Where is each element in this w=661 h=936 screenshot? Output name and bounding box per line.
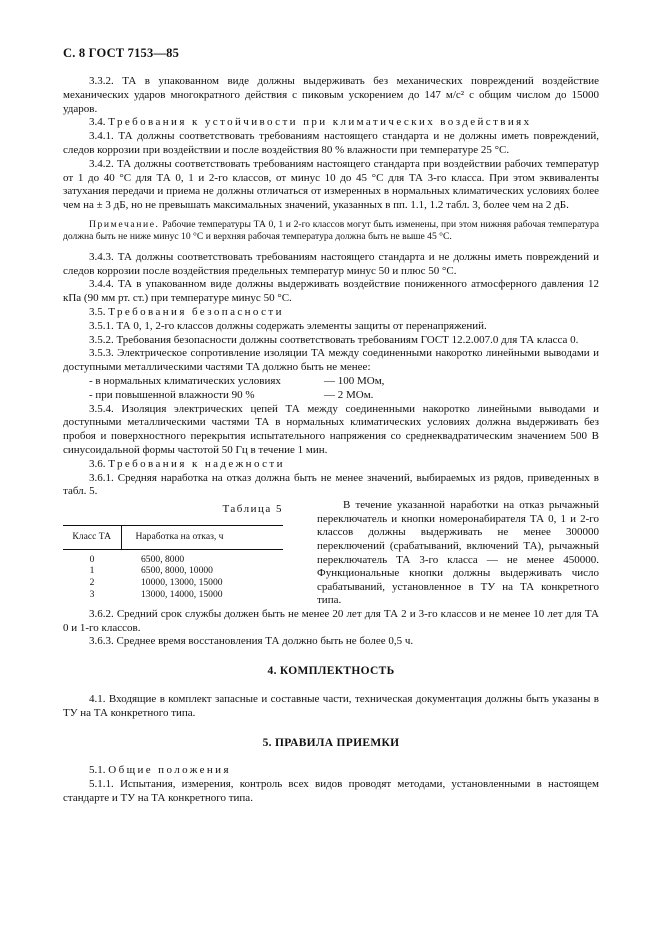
note-label: Примечание. xyxy=(89,218,160,230)
note xyxy=(63,219,599,244)
table-caption: Таблица 5 xyxy=(222,503,283,516)
paragraph-3-6-3: 3.6.3. Среднее время восстановления ТА должно быть не более 0,5 ч. xyxy=(89,635,414,648)
paragraph-3-5-4: 3.5.4. Изоляция электрических цепей ТА между соединенными накоротко линейными выводами и доступными металлическими частями ТА в нормальных климатических условиях должна выдерживать без пробоя и поверхностного перекрытия испытательного напряжения со среднеквадратическим значением 500 В синусоидальной формы частотой 50 Гц в течение 1 мин. xyxy=(63,402,599,456)
heading-3-4-text: Требования к устойчивости при климатических воздействиях xyxy=(108,116,532,129)
list-item xyxy=(89,375,599,389)
table-row xyxy=(63,577,283,589)
section-4-title: 4. КОМПЛЕКТНОСТЬ xyxy=(267,665,395,678)
section-5-title: 5. ПРАВИЛА ПРИЕМКИ xyxy=(262,736,400,749)
table-row xyxy=(63,549,283,565)
table-cell: 6500, 8000 xyxy=(141,553,185,565)
table-header: Наработка на отказ, ч xyxy=(121,525,283,549)
insulation-list xyxy=(63,375,599,403)
reliability-table xyxy=(63,525,283,600)
heading-3-5 xyxy=(63,306,599,320)
table-cell: 6500, 8000, 10000 xyxy=(141,565,213,577)
paragraph-3-6-1: 3.6.1. Средняя наработка на отказ должна быть не менее значений, выбираемых из рядов, приведенных в табл. 5. xyxy=(63,471,599,498)
table-5 xyxy=(63,503,283,600)
heading-3-5-text: Требования безопасности xyxy=(108,305,284,318)
heading-3-5-number: 3.5. xyxy=(89,305,106,318)
document-body xyxy=(63,75,599,806)
table-cell: 10000, 13000, 15000 xyxy=(141,576,223,588)
list-item-label: - при повышенной влажности 90 % xyxy=(89,388,255,401)
paragraph-3-5-2: 3.5.2. Требования безопасности должны соответствовать требованиям ГОСТ 12.2.007.0 для ТА класса 0. xyxy=(89,333,579,346)
table-and-text xyxy=(63,499,599,635)
table-header: Класс ТА xyxy=(63,525,121,549)
paragraph-3-4-3: 3.4.3. ТА должны соответствовать требованиям настоящего стандарта и не должны иметь повреждений и следов коррозии после воздействия предельных температур минус 50 и плюс 50 °С. xyxy=(63,250,599,277)
paragraph-3-3-2: 3.3.2. ТА в упакованном виде должны выдерживать без механических повреждений воздействие механических ударов многократного действия с пиковым ускорением до 147 м/с² с общим числом до 15000 ударов. xyxy=(63,75,599,115)
table-row xyxy=(63,589,283,601)
paragraph-3-6-2: 3.6.2. Средний срок службы должен быть не менее 20 лет для ТА 2 и 3-го классов и не менее 10 лет для ТА 0 и 1-го классов. xyxy=(63,607,599,634)
paragraph-3-4-4: 3.4.4. ТА в упакованном виде должны выдерживать воздействие пониженного атмосферного давления 12 кПа (90 мм рт. ст.) при температуре минус 50 °С. xyxy=(63,278,599,305)
heading-3-6-text: Требования к надежности xyxy=(108,457,285,470)
heading-5-1-text: Общие положения xyxy=(108,764,231,777)
heading-3-6 xyxy=(63,458,599,472)
table-cell: 2 xyxy=(89,576,95,588)
note-text: Рабочие температуры ТА 0, 1 и 2-го классов могут быть изменены, при этом нижняя рабочая температура должна быть не ниже минус 10 °С и верхняя рабочая температура должна быть не выше 45 °С. xyxy=(63,218,599,243)
list-item xyxy=(89,389,599,403)
heading-3-4-number: 3.4. xyxy=(89,116,106,129)
paragraph-3-4-2: 3.4.2. ТА должны соответствовать требованиям настоящего стандарта при воздействии рабочих температур от 1 до 40 °С для ТА 0, 1 и 2-го классов, от минус 10 до 45 °С для ТА 3-го класса. При этом эквиваленты затухания передачи и приема не должны отличаться от измеренных в нормальных климатических условиях более чем на ± 3 дБ, но не превышать максимальных значений, указанных в пп. 1.1, 1.2 табл. 3, более чем на 2 дБ. xyxy=(63,157,599,212)
paragraph-3-5-1: 3.5.1. ТА 0, 1, 2-го классов должны содержать элементы защиты от перенапряжений. xyxy=(89,319,487,332)
heading-5-1 xyxy=(63,764,599,778)
heading-3-4 xyxy=(63,116,599,130)
paragraph-4-1: 4.1. Входящие в комплект запасные и составные части, техническая документация должны быть указаны в ТУ на ТА конкретного типа. xyxy=(63,693,599,719)
list-item-value: — 100 МОм, xyxy=(324,374,385,387)
paragraph-3-4-1: 3.4.1. ТА должны соответствовать требованиям настоящего стандарта и не должны иметь повреждений, следов коррозии при воздействии и после воздействия 80 % влажности при температуре 25 °С. xyxy=(63,130,599,156)
heading-3-6-number: 3.6. xyxy=(89,457,106,470)
paragraph-5-1-1: 5.1.1. Испытания, измерения, контроль всех видов проводят методами, установленными в настоящем стандарте и ТУ на ТА конкретного типа. xyxy=(63,778,599,805)
paragraph-switch-durability: В течение указанной наработки на отказ рычажный переключатель и кнопки номеронабирателя ТА 0, 1 и 2-го классов должны выдерживать не менее 300000 переключений (срабатываний, включений ТА), рычажный переключатель ТА 3-го класса — не менее 450000. Функциональные кнопки должны выдерживать число срабатываний, установленное в ТУ на ТА конкретного типа. xyxy=(317,499,599,607)
table-cell: 0 xyxy=(89,553,95,565)
table-cell: 1 xyxy=(89,565,95,577)
list-item-value: — 2 МОм. xyxy=(324,388,374,401)
paragraph-3-5-3: 3.5.3. Электрическое сопротивление изоляции ТА между соединенными накоротко линейными выводами и доступными металлическими частями ТА должно быть не менее: xyxy=(63,347,599,374)
list-item-label: - в нормальных климатических условиях xyxy=(89,374,281,387)
page-header: С. 8 ГОСТ 7153—85 xyxy=(63,46,180,60)
heading-5-1-number: 5.1. xyxy=(89,764,106,777)
table-cell: 3 xyxy=(89,588,95,600)
table-cell: 13000, 14000, 15000 xyxy=(141,588,223,600)
table-row xyxy=(63,565,283,577)
